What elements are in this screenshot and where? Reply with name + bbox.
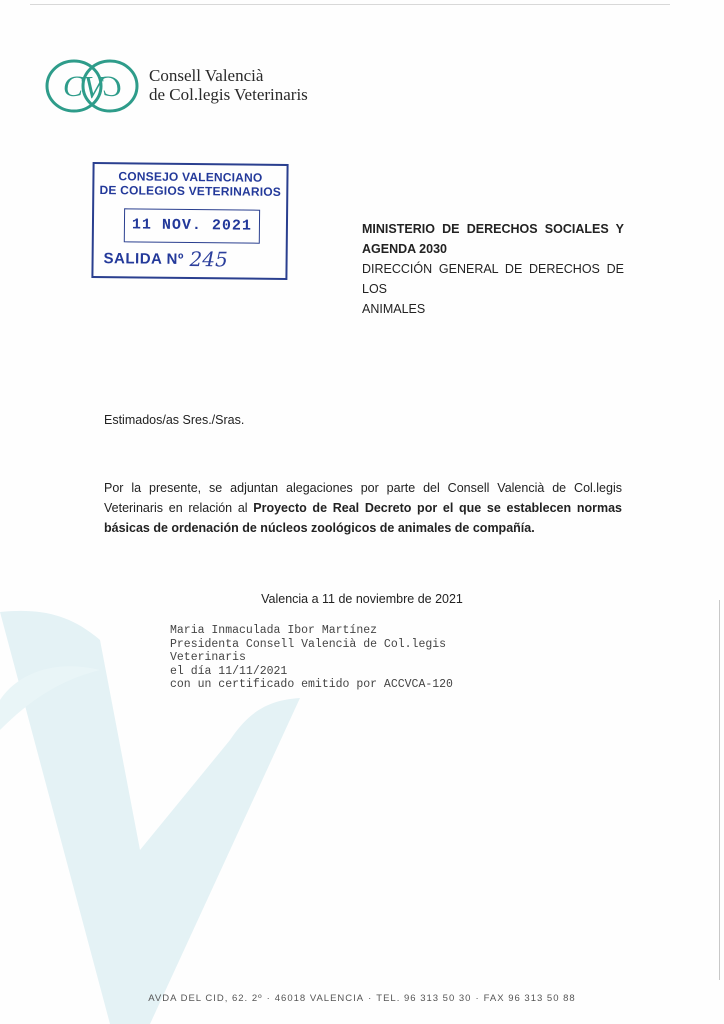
stamp-salida-label: SALIDA Nº	[103, 250, 184, 268]
greeting: Estimados/as Sres./Sras.	[104, 413, 245, 427]
addressee-line2: AGENDA 2030	[362, 242, 447, 256]
paragraph-line1: Por la presente, se adjuntan alegaciones por parte del Consell Valencià de Col.legis	[104, 481, 622, 495]
body-paragraph	[104, 478, 622, 538]
signature-line2: Presidenta Consell Valencià de Col.legis	[170, 637, 447, 651]
footer-address	[0, 993, 724, 1004]
addressee-line3: DIRECCIÓN GENERAL DE DERECHOS DE LOS	[362, 262, 624, 296]
signature-line1: Maria Inmaculada Ibor Martínez	[170, 624, 378, 637]
footer-separator: ·	[368, 993, 373, 1004]
organization-name-line1: Consell Valencià	[149, 66, 264, 85]
digital-signature	[170, 624, 453, 692]
stamp-line1: CONSEJO VALENCIANO	[118, 169, 263, 185]
signature-line3: Veterinaris	[170, 651, 246, 664]
footer-postal: 46018 VALENCIA	[274, 993, 365, 1004]
stamp-number: 245	[189, 246, 228, 272]
cvc-logo-icon	[44, 58, 140, 114]
organization-name-line2: de Col.legis Veterinaris	[149, 85, 308, 104]
signature-line5: con un certificado emitido por ACCVCA-120	[170, 678, 453, 691]
footer-phone: TEL. 96 313 50 30	[376, 993, 472, 1004]
decree-title-part2: básicas de ordenación de núcleos zoológicos de animales de compañía.	[104, 521, 535, 535]
addressee-line1: MINISTERIO DE DERECHOS SOCIALES Y	[362, 222, 624, 236]
page-top-edge	[30, 4, 670, 5]
footer-street: AVDA DEL CID, 62. 2º	[148, 993, 263, 1004]
paragraph-line2	[104, 498, 622, 518]
svg-text:C: C	[63, 70, 84, 103]
registry-stamp	[91, 162, 288, 280]
footer-fax: FAX 96 313 50 88	[483, 993, 576, 1004]
stamp-date: 11 NOV. 2021	[131, 216, 253, 235]
organization-name	[149, 66, 308, 104]
addressee-line4: ANIMALES	[362, 302, 426, 316]
svg-text:C: C	[101, 70, 122, 103]
svg-text:V: V	[83, 69, 103, 105]
footer-separator: ·	[475, 993, 480, 1004]
footer-separator: ·	[266, 993, 271, 1004]
stamp-line2: DE COLEGIOS VETERINARIOS	[99, 183, 282, 199]
stamp-date-box	[124, 208, 260, 243]
decree-title-part1: Proyecto de Real Decreto por el que se establecen normas	[253, 501, 622, 515]
letter-date: Valencia a 11 de noviembre de 2021	[261, 592, 463, 606]
signature-line4: el día 11/11/2021	[170, 664, 288, 678]
addressee-block	[362, 219, 624, 319]
paragraph-line2-start: Veterinaris en relación al	[104, 501, 254, 515]
page-right-edge	[719, 600, 720, 980]
paragraph-line3	[104, 518, 622, 538]
